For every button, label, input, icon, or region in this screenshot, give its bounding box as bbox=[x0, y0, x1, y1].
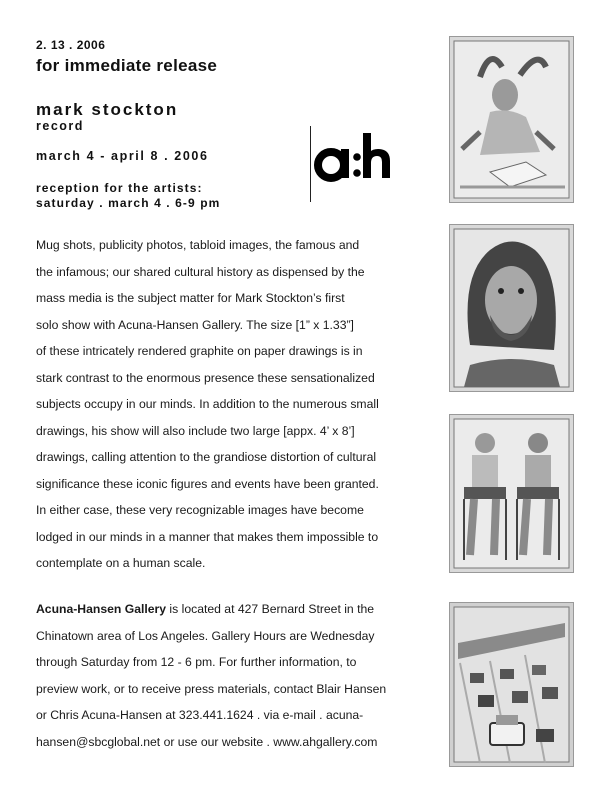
paragraph-line: the infamous; our shared cultural history as dispensed by the bbox=[36, 264, 365, 279]
paragraph-line: preview work, or to receive press materials, contact Blair Hansen bbox=[36, 681, 387, 696]
paragraph-line: drawings, calling attention to the grandiose distortion of cultural bbox=[36, 450, 377, 464]
paragraph-line: In either case, these very recognizable images have become bbox=[36, 503, 364, 517]
drawing-freeway-chase-icon bbox=[449, 602, 574, 767]
reception-label: reception for the artists: bbox=[36, 181, 203, 195]
paragraph-line: drawings, his show will also include two large [appx. 4’ x 8’] bbox=[36, 423, 355, 438]
description-paragraph bbox=[36, 232, 421, 577]
gallery-address: is located at 427 Bernard Street in the bbox=[166, 602, 375, 616]
release-heading: for immediate release bbox=[36, 56, 218, 75]
ah-gallery-logo bbox=[314, 123, 396, 193]
paragraph-line: or Chris Acuna-Hansen at 323.441.1624 . via e-mail . acuna- bbox=[36, 708, 364, 722]
show-dates: march 4 - april 8 . 2006 bbox=[36, 149, 209, 163]
paragraph-line bbox=[36, 596, 421, 623]
paragraph-line: subjects occupy in our minds. In addition to the numerous small bbox=[36, 397, 379, 411]
drawing-seated-couple-icon bbox=[449, 414, 574, 573]
paragraph-line: Chinatown area of Los Angeles. Gallery Hours are Wednesday bbox=[36, 628, 375, 643]
paragraph-line: solo show with Acuna-Hansen Gallery. The size [1” x 1.33”] bbox=[36, 317, 354, 332]
paragraph-line: Mug shots, publicity photos, tabloid images, the famous and bbox=[36, 238, 360, 252]
paragraph-line: significance these iconic figures and events have been granted. bbox=[36, 476, 379, 491]
logo-divider bbox=[310, 126, 311, 202]
paragraph-line: lodged in our minds in a manner that makes them impossible to bbox=[36, 529, 379, 544]
paragraph-line: hansen@sbcglobal.net or use our website . www.ahgallery.com bbox=[36, 734, 378, 749]
show-title: record bbox=[36, 119, 84, 133]
drawing-baseball-slide-icon bbox=[449, 36, 574, 203]
artist-name: mark stockton bbox=[36, 100, 179, 119]
paragraph-line: of these intricately rendered graphite on paper drawings is in bbox=[36, 344, 363, 358]
release-date: 2. 13 . 2006 bbox=[36, 38, 106, 52]
reception-time: saturday . march 4 . 6-9 pm bbox=[36, 196, 221, 210]
drawing-bearded-portrait-icon bbox=[449, 224, 574, 392]
paragraph-line: through Saturday from 12 - 6 pm. For further information, to bbox=[36, 655, 357, 669]
gallery-name: Acuna-Hansen Gallery bbox=[36, 602, 167, 616]
paragraph-line: mass media is the subject matter for Mark Stockton’s first bbox=[36, 291, 345, 305]
paragraph-line: contemplate on a human scale. bbox=[36, 556, 206, 570]
paragraph-line: stark contrast to the enormous presence these sensationalized bbox=[36, 370, 375, 385]
gallery-info-paragraph bbox=[36, 596, 421, 755]
